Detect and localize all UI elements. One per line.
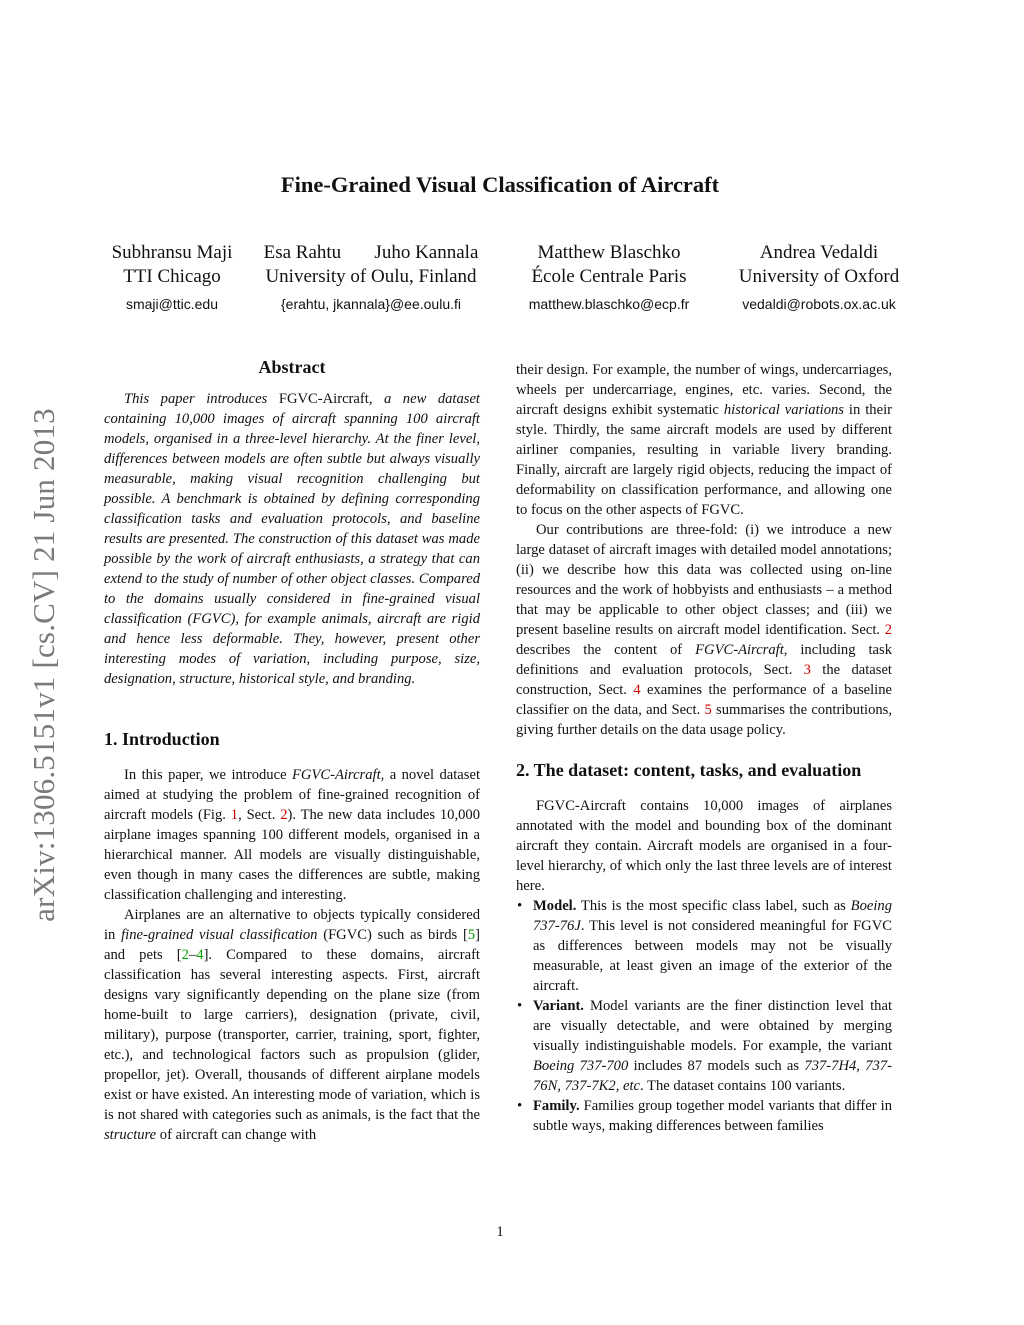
author-block-4	[724, 241, 914, 316]
author-name: Esa Rahtu Juho Kannala	[263, 242, 479, 263]
paper-title: Fine-Grained Visual Classification of Aircraft	[280, 172, 720, 197]
author-name: Andrea Vedaldi	[759, 242, 879, 263]
right-paragraph-1: their design. For example, the number of wings, undercarriages, wheels per undercarriage, engines, etc. varies. Second, the aircraft designs exhibit systematic historical variations in their style. Thirdly, the same aircraft models are used by different airliner companies, resulting in variable livery branding. Finally, aircraft are largely rigid objects, reducing the impact of deformability on classification performance, and allowing one to focus on the other aspects of FGVC.	[516, 362, 892, 518]
citation-link[interactable]: 4	[196, 947, 204, 963]
author-affiliation: University of Oulu, Finland	[265, 266, 477, 287]
author-email: {erahtu, jkannala}@ee.oulu.fi	[280, 296, 461, 312]
list-item-variant: • Variant. Model variants are the finer distinction level that are visually detectable, and were obtained by merging visually indistinguishable models. For example, the variant Boeing 737-700 includes 87 models such as 737-7H4, 737-76N, 737-7K2, etc. The dataset contains 100 variants.	[516, 996, 892, 1096]
list-item-family: • Family. Families group together model variants that differ in subtle ways, making differences between families	[516, 1096, 892, 1136]
figure-link[interactable]: 1	[230, 807, 239, 823]
section-link[interactable]: 5	[704, 702, 712, 718]
abstract	[104, 389, 480, 689]
author-email: matthew.blaschko@ecp.fr	[528, 296, 690, 312]
author-block-1	[80, 241, 264, 316]
intro-paragraph-2: Airplanes are an alternative to objects typically considered in fine-grained visual classification (FGVC) such as birds [5] and pets [2–4]. Compared to these domains, aircraft classification has several interesting aspects. First, aircraft designs vary significantly depending on the plane size (from home-built to large carriers), designation (private, civil, military), purpose (transporter, carrier, training, sport, fighter, etc.), and technological factors such as propulsion (glider, propellor, jet). Overall, thousands of different airplane models exist or have existed. An interesting mode of variation, which is is not shared with categories such as animals, is the fact that the structure of aircraft can change with	[104, 907, 480, 1143]
author-name: Subhransu Maji	[111, 242, 233, 263]
right-column	[516, 360, 892, 1136]
page-number: 1	[496, 1224, 504, 1240]
arxiv-sidebar-stamp	[18, 365, 70, 965]
author-block-3	[514, 241, 704, 316]
section-1-heading: 1. Introduction	[104, 729, 220, 749]
citation-link[interactable]: 5	[467, 927, 476, 943]
section-link[interactable]: 4	[633, 682, 641, 698]
list-item-model: • Model. This is the most specific class label, such as Boeing 737-76J. This level is not considered meaningful for FGVC as differences between models may not be visually measurable, at least given an image of the exterior of the aircraft.	[516, 896, 892, 996]
section-2-heading: 2. The dataset: content, tasks, and evaluation	[516, 760, 862, 780]
author-affiliation: TTI Chicago	[123, 266, 221, 287]
left-column	[104, 357, 480, 1145]
intro-paragraph-1: In this paper, we introduce FGVC-Aircraft, a novel dataset aimed at studying the problem of fine-grained recognition of aircraft models (Fig. 1, Sect. 2). The new data includes 10,000 airplane images spanning 100 different models, organised in a hierarchical manner. All models are visually distinguishable, even though in many cases the differences are subtle, making classification challenging and interesting.	[104, 767, 480, 903]
arxiv-identifier: arXiv:1306.5151v1 [cs.CV] 21 Jun 2013	[26, 408, 61, 922]
section-link[interactable]: 2	[280, 807, 288, 823]
abstract-heading: Abstract	[258, 357, 326, 377]
abstract-text: This paper introduces FGVC-Aircraft, a new dataset containing 10,000 images of aircraft spanning 100 aircraft models, organised in a three-level hierarchy. At the finer level, differences between models are often subtle but always visually measurable, making visual recognition challenging but possible. A benchmark is obtained by defining corresponding classification tasks and evaluation protocols, and baseline results are presented. The construction of this dataset was made possible by the work of aircraft enthusiasts, a strategy that can extend to the study of number of other object classes. Compared to the domains usually considered in fine-grained visual classification (FGVC), for example animals, aircraft are rigid and hence less deformable. They, however, present other interesting modes of variation, including purpose, size, designation, structure, historical style, and branding.	[104, 391, 480, 687]
author-affiliation: University of Oxford	[738, 266, 900, 287]
citation-link[interactable]: 2	[181, 947, 189, 963]
author-block-2	[253, 241, 489, 316]
section-link[interactable]: 2	[884, 622, 892, 638]
author-email: smaji@ttic.edu	[125, 296, 219, 312]
author-affiliation: École Centrale Paris	[531, 266, 687, 287]
hierarchy-list	[516, 896, 892, 1136]
contributions-paragraph: Our contributions are three-fold: (i) we introduce a new large dataset of aircraft images with detailed model annotations; (ii) we describe how this data was collected using on-line resources and the work of hobbyists and enthusiasts – a method that may be applicable to other object classes; and (iii) we present baseline results on aircraft model identification. Sect. 2 describes the content of FGVC-Aircraft, including task definitions and evaluation protocols, Sect. 3 the dataset construction, Sect. 4 examines the performance of a baseline classifier on the data, and Sect. 5 summarises the contributions, giving further details on the data usage policy.	[516, 522, 892, 738]
dataset-paragraph: FGVC-Aircraft contains 10,000 images of airplanes annotated with the model and bounding box of the dominant aircraft they contain. Aircraft models are organised in a four-level hierarchy, of which only the last three levels are of interest here.	[516, 798, 892, 894]
author-email: vedaldi@robots.ox.ac.uk	[742, 296, 896, 312]
section-link[interactable]: 3	[803, 662, 811, 678]
author-name: Matthew Blaschko	[537, 242, 681, 263]
